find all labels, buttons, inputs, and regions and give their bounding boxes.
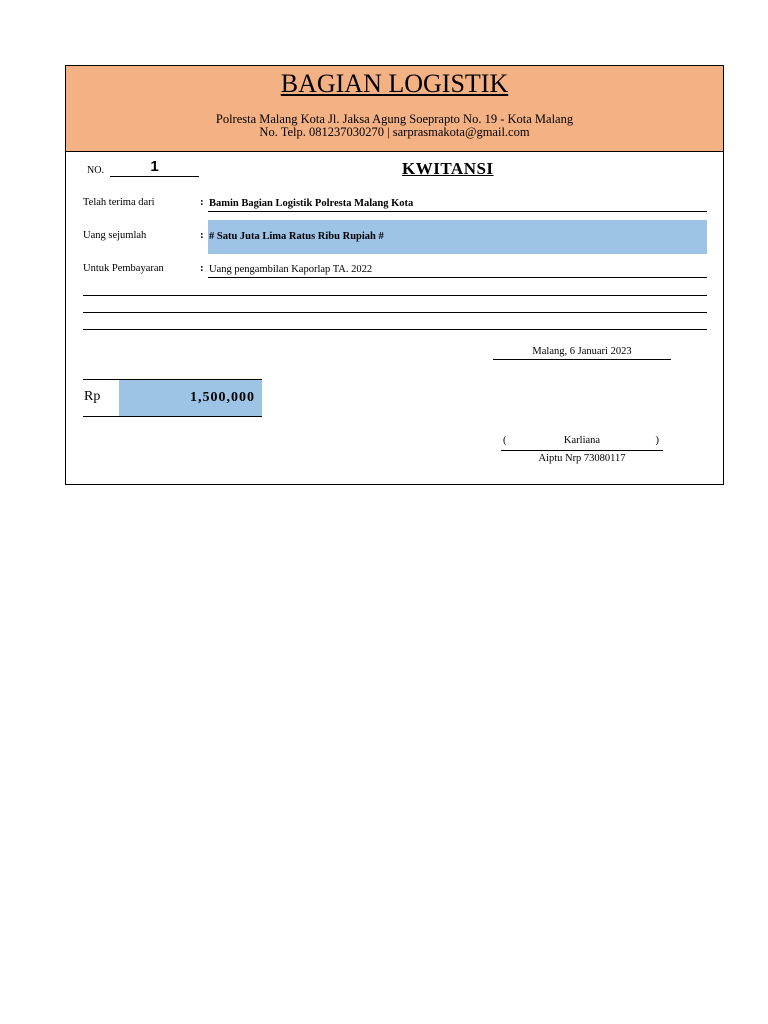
blank-line (83, 295, 707, 296)
amount-row (83, 379, 262, 417)
payment-purpose-label: Untuk Pembayaran (83, 263, 164, 274)
amount-words-value: # Satu Juta Lima Ratus Ribu Rupiah # (208, 220, 707, 254)
signature-close-paren: ) (655, 435, 659, 446)
blank-line (83, 329, 707, 330)
amount-words-colon: : (200, 229, 204, 241)
payment-purpose-value: Uang pengambilan Kaporlap TA. 2022 (208, 263, 707, 278)
received-from-value: Bamin Bagian Logistik Polresta Malang Kota (208, 197, 707, 212)
amount-value: 1,500,000 (119, 380, 262, 416)
receipt-date: Malang, 6 Januari 2023 (493, 345, 671, 360)
receipt-frame (65, 65, 724, 485)
received-from-label: Telah terima dari (83, 197, 155, 208)
receipt-number-value: 1 (110, 158, 199, 177)
organization-title: BAGIAN LOGISTIK (280, 69, 509, 98)
address-line: Polresta Malang Kota Jl. Jaksa Agung Soeprapto No. 19 - Kota Malang (215, 112, 574, 126)
blank-line (83, 312, 707, 313)
signatory-name: Karliana (563, 435, 601, 446)
amount-words-label: Uang sejumlah (83, 230, 147, 241)
currency-label: Rp (84, 389, 101, 404)
contact-line: No. Telp. 081237030270 | sarprasmakota@gmail.com (259, 125, 530, 139)
signature-open-paren: ( (503, 435, 507, 446)
receipt-number-label: NO. (87, 165, 104, 176)
received-from-colon: : (200, 196, 204, 208)
payment-purpose-colon: : (200, 262, 204, 274)
signature-line (501, 435, 663, 451)
document-title: KWITANSI (402, 159, 494, 178)
header-banner (66, 66, 723, 152)
signatory-rank: Aiptu Nrp 73080117 (538, 453, 626, 464)
